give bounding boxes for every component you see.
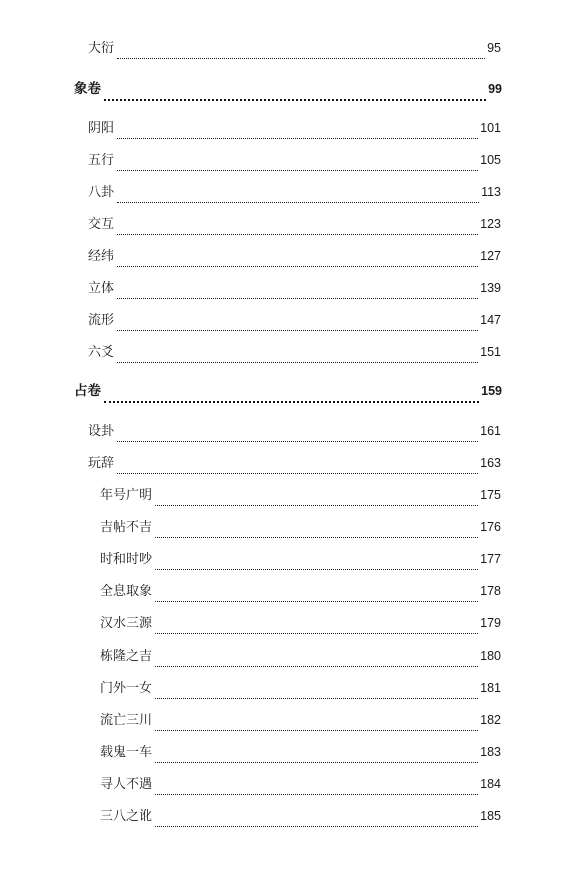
toc-entry-title: 年号广明 (100, 488, 153, 503)
toc-entry-title: 六爻 (88, 345, 115, 360)
toc-entry-title: 全息取象 (100, 584, 153, 599)
dot-leader (117, 150, 478, 171)
toc-entry-page: 181 (480, 681, 501, 695)
toc-subentry (100, 774, 501, 794)
dot-leader (155, 581, 478, 602)
dot-leader (117, 421, 478, 442)
toc-subentry (100, 581, 501, 601)
toc-subentry (100, 742, 501, 762)
toc-entry (88, 278, 501, 298)
toc-entry-title: 门外一女 (100, 681, 153, 696)
toc-entry-title: 吉帖不吉 (100, 520, 153, 535)
toc-entry-page: 159 (481, 384, 502, 398)
toc-entry-page: 185 (480, 809, 501, 823)
dot-leader (155, 678, 478, 699)
toc-part-entry (74, 381, 502, 401)
dot-leader (155, 549, 478, 570)
dot-leader (155, 806, 478, 827)
toc-entry-page: 184 (480, 777, 501, 791)
toc-subentry (100, 549, 501, 569)
toc-entry-title: 三八之讹 (100, 809, 153, 824)
toc-entry (88, 421, 501, 441)
toc-entry-title: 汉水三源 (100, 616, 153, 631)
toc-entry-title: 经纬 (88, 249, 115, 264)
toc-part-title: 占卷 (74, 383, 101, 399)
dot-leader (155, 742, 478, 763)
toc-entry-title: 五行 (88, 153, 115, 168)
toc-entry (88, 150, 501, 170)
toc-entry-page: 95 (487, 41, 501, 55)
toc-subentry (100, 485, 501, 505)
toc-entry-page: 161 (480, 424, 501, 438)
toc-entry-title: 流形 (88, 313, 115, 328)
toc-entry-title: 立体 (88, 281, 115, 296)
toc-entry-page: 101 (480, 121, 501, 135)
dot-leader (155, 613, 478, 634)
dot-leader (117, 342, 478, 363)
toc-entry-page: 105 (480, 153, 501, 167)
toc-entry-title: 交互 (88, 217, 115, 232)
dot-leader (117, 310, 478, 331)
toc-entry-page: 180 (480, 649, 501, 663)
toc-entry-title: 流亡三川 (100, 713, 153, 728)
toc-entry-page: 99 (488, 82, 502, 96)
toc-entry-page: 176 (480, 520, 501, 534)
toc-entry-page: 163 (480, 456, 501, 470)
toc-entry-page: 179 (480, 616, 501, 630)
toc-entry-title: 大衍 (88, 41, 115, 56)
dot-leader (117, 246, 478, 267)
toc-entry-title: 寻人不遇 (100, 777, 153, 792)
toc-entry-page: 175 (480, 488, 501, 502)
dot-leader (117, 38, 485, 59)
toc-entry-page: 127 (480, 249, 501, 263)
toc-entry-title: 载鬼一车 (100, 745, 153, 760)
toc-entry (88, 246, 501, 266)
toc-entry-title: 时和时吵 (100, 552, 153, 567)
dot-leader (155, 517, 478, 538)
toc-subentry (100, 806, 501, 826)
dot-leader (104, 79, 486, 101)
dot-leader (155, 485, 478, 506)
toc-entry-page: 151 (480, 345, 501, 359)
toc-part-title: 象卷 (74, 81, 101, 97)
toc-entry-title: 设卦 (88, 424, 115, 439)
toc-subentry (100, 678, 501, 698)
toc-entry (88, 182, 501, 202)
toc-entry-page: 139 (480, 281, 501, 295)
toc-entry (88, 453, 501, 473)
toc-entry (88, 38, 501, 58)
dot-leader (117, 214, 478, 235)
toc-entry-page: 147 (480, 313, 501, 327)
toc-entry-title: 玩辞 (88, 456, 115, 471)
dot-leader (155, 774, 478, 795)
toc-entry-page: 182 (480, 713, 501, 727)
toc-subentry (100, 646, 501, 666)
toc-entry-page: 123 (480, 217, 501, 231)
dot-leader (117, 118, 478, 139)
toc-entry-title: 阴阳 (88, 121, 115, 136)
toc-entry-page: 183 (480, 745, 501, 759)
toc-entry (88, 118, 501, 138)
toc-entry (88, 342, 501, 362)
toc-entry-page: 177 (480, 552, 501, 566)
toc-entry (88, 310, 501, 330)
toc-subentry (100, 517, 501, 537)
dot-leader (155, 710, 478, 731)
dot-leader (104, 381, 479, 403)
toc-subentry (100, 613, 501, 633)
toc-entry-title: 栋隆之吉 (100, 649, 153, 664)
toc-subentry (100, 710, 501, 730)
toc-entry-page: 178 (480, 584, 501, 598)
dot-leader (117, 182, 479, 203)
toc-entry-title: 八卦 (88, 185, 115, 200)
toc-entry-page: 113 (481, 185, 501, 199)
dot-leader (117, 453, 478, 474)
dot-leader (155, 646, 478, 667)
dot-leader (117, 278, 478, 299)
toc-part-entry (74, 79, 502, 99)
toc-entry (88, 214, 501, 234)
